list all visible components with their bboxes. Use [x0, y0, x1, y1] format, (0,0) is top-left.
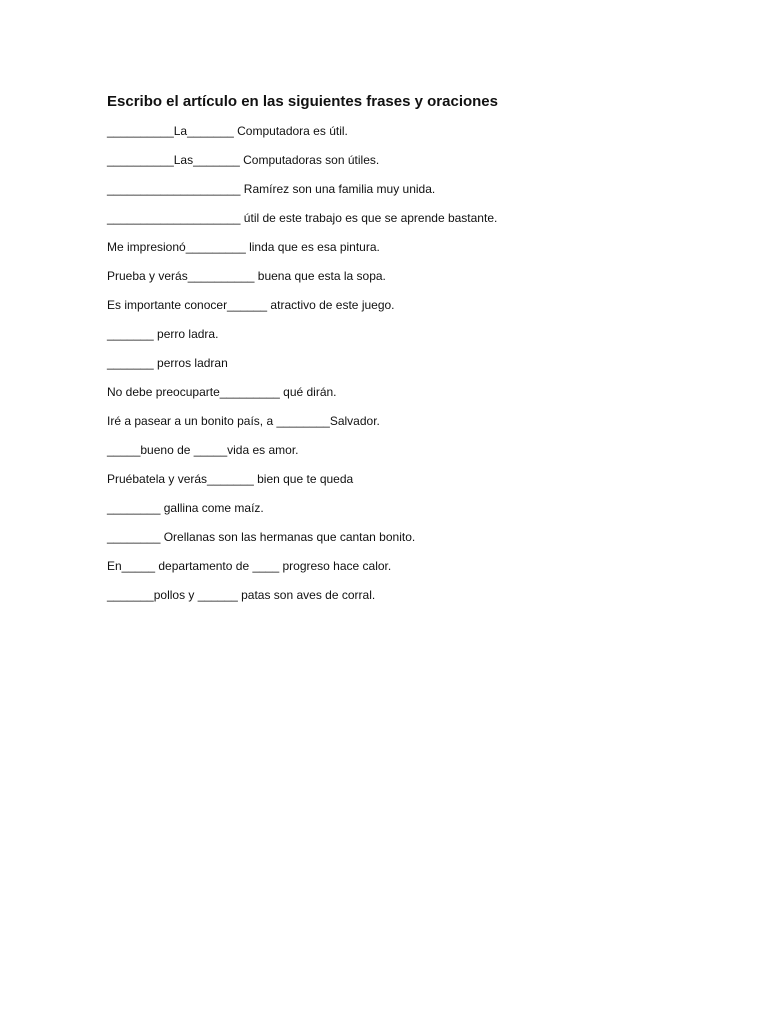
- exercise-list: [107, 123, 727, 616]
- worksheet: [107, 93, 727, 616]
- exercise-line: ________ Orellanas son las hermanas que cantan bonito.: [107, 530, 416, 544]
- exercise-line: No debe preocuparte_________ qué dirán.: [107, 385, 337, 399]
- exercise-line: Pruébatela y verás_______ bien que te queda: [107, 472, 354, 486]
- exercise-line: ____________________ Ramírez son una familia muy unida.: [107, 182, 436, 196]
- worksheet-title: Escribo el artículo en las siguientes frases y oraciones: [107, 93, 498, 110]
- exercise-line: Iré a pasear a un bonito país, a ________Salvador.: [107, 414, 380, 428]
- exercise-line: _____bueno de _____vida es amor.: [107, 443, 299, 457]
- exercise-line: __________La_______ Computadora es útil.: [107, 124, 348, 138]
- exercise-line: Me impresionó_________ linda que es esa pintura.: [107, 240, 380, 254]
- exercise-line: _______pollos y ______ patas son aves de corral.: [107, 588, 376, 602]
- exercise-line: ____________________ útil de este trabajo es que se aprende bastante.: [107, 211, 498, 225]
- exercise-line: _______ perros ladran: [107, 356, 228, 370]
- exercise-line: Es importante conocer______ atractivo de este juego.: [107, 298, 395, 312]
- exercise-line: En_____ departamento de ____ progreso hace calor.: [107, 559, 392, 573]
- exercise-line: _______ perro ladra.: [107, 327, 219, 341]
- exercise-line: __________Las_______ Computadoras son útiles.: [107, 153, 380, 167]
- exercise-line: ________ gallina come maíz.: [107, 501, 264, 515]
- exercise-line: Prueba y verás__________ buena que esta la sopa.: [107, 269, 386, 283]
